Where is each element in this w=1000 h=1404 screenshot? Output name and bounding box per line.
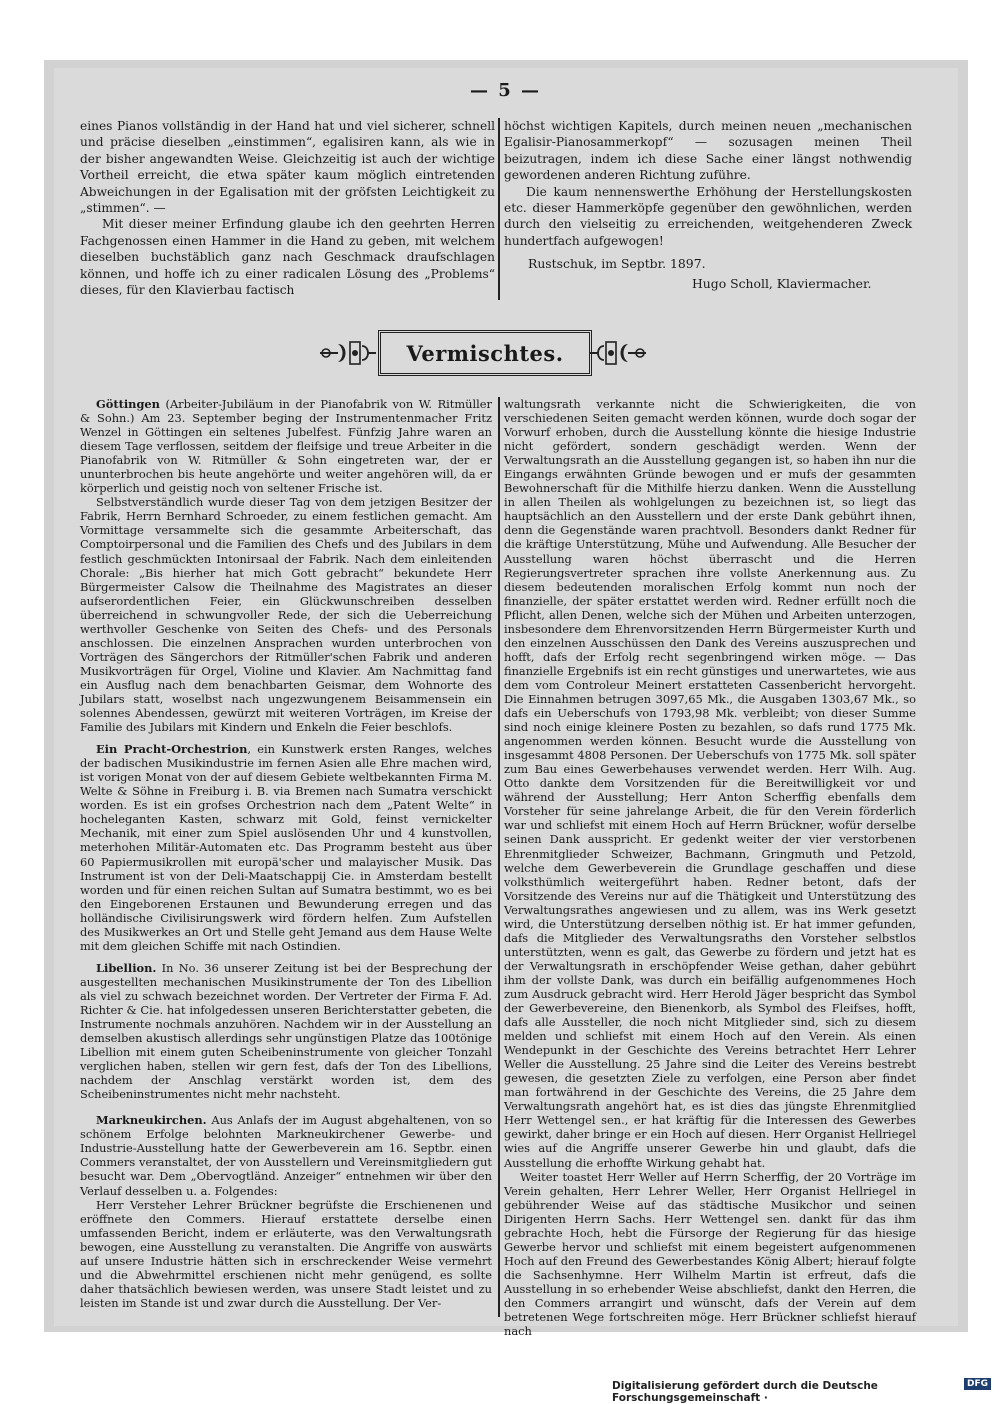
article-text: Herr Versteher Lehrer Brückner begrüfste die Erschienenen und eröffnete den Commers. Hierauf erstattete derselbe einen umfassenden Bericht, indem er erläuterte, was den Verwaltungsrath bewogen, eine Ausstellung zu veranstalten. Die Angriffe von auswärts auf unsere Industrie hätten sich in erschreckender Weise vermehrt und die Abwehrmittel erschienen nicht mehr genügend, es sollte daher thatsächlich bewiesen werden, was unsere Stadt leistet und zu leisten im Stande ist und zwar durch die Ausstellung. Der Ver- bbox=[80, 1197, 492, 1310]
article-text: In No. 36 unserer Zeitung ist bei der Besprechung der ausgestellten mechanischen Musikinstrumente der Ton des Libellion als viel zu schwach bezeichnet worden. Der Vertreter der Firma F. Ad. Richter & Cie. hat infolgedessen unseren Berichterstatter gebeten, die Instrumente nochmals anzuhören. Nachdem wir in der Ausstellung an demselben akustisch allerdings sehr ungünstigen Platze das 100tönige Libellion mit einem guten Scheibeninstrumente von gleicher Tonzahl verglichen haben, stellen wir gern fest, dafs der Ton des Libellions, nachdem der Anschlag verstärkt worden ist, dem des Scheibeninstrumentes nicht mehr nachsteht. bbox=[80, 960, 492, 1102]
right-ornament-icon bbox=[590, 340, 648, 366]
article-text: Selbstverständlich wurde dieser Tag von dem jetzigen Besitzer der Fabrik, Herrn Bernhard Schroeder, zu einem festlichen gemacht. Am Vormittage versammelte sich die gesammte Arbeiterschaft, das Comptoirpersonal und die Familien des Chefs und des Jubilars in dem festlich geschmückten Intonirsaal der Fabrik. Nach dem einleitenden Chorale: „Bis hierher hat mich Gott gebracht“ bekundete Herr Bürgermeister Calsow die Theilnahme des Magistrates an dieser aufserordentlichen Feier, ein Glückwunschreiben desselben überreichend in schwungvoller Rede, der sich die Ueberreichung werthvoller Geschenke von Seiten des Chefs- und des Personals anschlossen. Die einzelnen Ansprachen wurden unterbrochen von Vorträgen des Sängerchors der Ritmüller'schen Fabrik und anderen Musikvorträgen für Orgel, Violine und Klavier. Am Nachmittag fand ein Ausflug nach dem benachbarten Geismar, dem Wohnorte des Jubilars statt, woselbst nach ungezwungenem Beisammensein ein solennes Abendessen, gewürzt mit weiteren Vorträgen, im Kreise der Familie des Jubilars mit Kindern und Enkeln die Feier beschlofs. bbox=[80, 495, 492, 735]
article-lead: Ein Pracht-Orchestrion bbox=[96, 742, 248, 757]
article-text: (Arbeiter-Jubiläum in der Pianofabrik von W. Ritmüller & Sohn.) Am 23. September beging der Instrumentenmacher Fritz Wenzel in Göttingen ein seltenes Jubelfest. Fünfzig Jahre waren an diesem Tage verflossen, seitdem der fleifsige und treue Arbeiter in die Pianofabrik von W. Ritmüller & Sohn eingetreten war, der er ununterbrochen bis heute angehörte und weiter angehören will, da er körperlich und geistig noch von seltener Frische ist. bbox=[80, 397, 492, 496]
section-title: Vermischtes. bbox=[406, 340, 564, 366]
article-lead: Markneukirchen. bbox=[96, 1113, 207, 1128]
section-banner bbox=[318, 330, 648, 380]
article-left-column bbox=[80, 397, 492, 1310]
paragraph: höchst wichtigen Kapitels, durch meinen neuen „mechanischen Egalisir-Pianosammerkopf“ — sozusagen meinen Theil beizutragen, indem ich diese Sache einer längst nothwendig gewordenen anderen Richtung zuführe. bbox=[504, 119, 912, 183]
place-date: Rustschuk, im Septbr. 1897. bbox=[528, 256, 706, 271]
article-right-column bbox=[504, 397, 916, 1338]
paragraph: eines Pianos vollständig in der Hand hat und viel sicherer, schnell und präcise dieselben „einstimmen“, egalisiren kann, als wie in der bisher angewandten Weise. Gleichzeitig ist auch der wichtige Vortheil erreicht, die etwa später kaum möglich eintretenden Abweichungen in der Egalisation mit der gröfsten Leichtigkeit zu „stimmen“. — bbox=[80, 119, 495, 216]
author-signature: Hugo Scholl, Klaviermacher. bbox=[692, 276, 872, 291]
article-libellion bbox=[80, 961, 492, 1101]
paragraph: waltungsrath verkannte nicht die Schwierigkeiten, die von verschiedenen Seiten gemacht werden können, wurde doch sogar der Vorwurf erhoben, durch die Ausstellung könnte die hiesige Industrie nicht gefördert, sondern geschädigt werden. Wenn der Verwaltungsrath an die Ausstellung gegangen ist, so haben ihn nur die Eingangs erwähnten Gründe bewogen und er mufs der gesammten Bewohnerschaft für die Mithilfe hierzu danken. Wenn die Ausstellung in allen Theilen als wohlgelungen zu bezeichnen ist, so liegt das hauptsächlich an den Ausstellern und der erste Dank gebührt ihnen, denn die Gegenstände waren prachtvoll. Besonders dankt Redner für die kräftige Unterstützung, Mühe und Aufwendung. Alle Besucher der Ausstellung waren höchst überrascht und die Herren Regierungsvertreter sprachen ihre vollste Anerkennung aus. Zu diesem bedeutenden moralischen Erfolg kommt nun noch der finanzielle, der später erstattet werden wird. Redner erfüllt noch die Pflicht, allen Denen, welche sich der Mühen und Arbeiten unterzogen, insbesondere dem Ehrenvorsitzenden Herrn Bürgermeister Kurth und den einzelnen Ausschüssen den Dank des Vereins auszusprechen und hofft, dafs der Erfolg recht segenbringend wirken möge. — Das finanzielle Ergebnifs ist ein recht günstiges und unerwartetes, wie aus dem vom Controleur Meinert erstatteten Cassenbericht hervorgeht. Die Einnahmen betrugen 3097,65 Mk., die Ausgaben 1303,67 Mk., so dafs ein Ueberschufs von 1793,98 Mk. verbleibt; von dieser Summe sind noch einige kleinere Posten zu bezahlen, so dafs rund 1775 Mk. angenommen werden können. Besucht wurde die Ausstellung von insgesammt 4808 Personen. Der Ueberschufs von 1775 Mk. soll später zum Bau eines Gewerbehauses verwendet werden. Herr Wilh. Aug. Otto dankte dem Vorsitzenden für die Bereitwilligkeit vor und während der Ausstellung; Herr Anton Scherffig ebenfalls dem Vorsteher für seine jahrelange Arbeit, die für den Verein förderlich war und schliefst mit einem Hoch auf Herrn Brückner, wofür derselbe seinen Dank ausspricht. Er gedenkt weiter der vier verstorbenen Ehrenmitglieder Schweizer, Bachmann, Gringmuth und Petzold, welche dem Gewerbeverein die Grundlage geschaffen und diese volksthümlich weitergeführt haben. Redner betont, dafs der Vorsitzende des Vereins nur auf die Thätigkeit und Unterstützung des Verwaltungsrathes angewiesen und zu allem, was ins Werk gesetzt wird, die Unterstützung derselben nöthig ist. Er hat immer gefunden, dafs die Mitglieder des Verwaltungsraths den Vorsteher selbstlos unterstützten, wenn es galt, das Gewerbe zu fördern und jetzt hat es der Verwaltungsrath in erschöpfender Weise gethan, daher gebührt ihm der vollste Dank, was durch ein beifällig aufgenommenes Hoch zum Ausdruck gebracht wird. Herr Herold Jäger bespricht das Symbol der Gewerbevereine, den Bienenkorb, als Symbol des Fleifses, hofft, dafs alle Aussteller, die noch nicht Mitglieder sind, sich zu diesem melden und schliefst mit einem Hoch auf den Verein. Als einen Wendepunkt in der Geschichte des Vereins betrachtet Herr Lehrer Weller die Ausstellung. 25 Jahre sind die Leiter des Vereins bestrebt gewesen, die gesetzten Ziele zu verfolgen, eine Person aber findet man fortwährend in der Geschichte des Vereins, die 25 Jahre dem Verwaltungsrath angehört hat, es ist dies das jüngste Ehrenmitglied Herr Wettengel sen., er hat kräftig für die Interessen des Gewerbes gewirkt, daher bringe er ein Hoch auf diesen. Herr Organist Hellriegel wies auf die Angriffe unserer Gewerbe hin und glaubt, dafs die Ausstellung die erhoffte Wirkung gehabt hat. bbox=[504, 397, 916, 1170]
paragraph bbox=[80, 495, 492, 734]
paragraph: Mit dieser meiner Erfindung glaube ich den geehrten Herren Fachgenossen einen Hammer in die Hand zu geben, mit welchem dieselben buchstäblich ganz nach Geschmack draufschlagen können, und hoffe ich zu einer radicalen Lösung des „Problems“ dieses, für den Klavierbau factisch bbox=[80, 217, 495, 298]
column-divider bbox=[498, 397, 500, 1317]
paragraph: Weiter toastet Herr Weller auf Herrn Scherffig, der 20 Vorträge im Verein gehalten, Herr Lehrer Weller, Herr Organist Hellriegel in gebührender Weise auf das städtische Musikchor und seinen Dirigenten Herrn Sachs. Herr Wettengel sen. dankt für das ihm gebrachte Hoch, hebt die Fürsorge der Regierung für das hiesige Gewerbe hervor und schliefst mit einem begeistert aufgenommenen Hoch auf den Freund des Gewerbestandes König Albert; hierauf folgte die Sachsenhymne. Herr Wilhelm Martin ist erfreut, dafs die Ausstellung in so erhebender Weise abschliefst, dankt den Herren, die den Commers arrangirt und wünscht, dafs der Verein auf dem betretenen Wege fortschreiten möge. Herr Brückner schliefst hierauf nach bbox=[504, 1169, 916, 1339]
page-number: — 5 — bbox=[470, 80, 542, 101]
column-divider bbox=[498, 118, 500, 300]
section-title-box bbox=[378, 330, 592, 376]
article-goettingen bbox=[80, 397, 492, 495]
left-ornament-icon bbox=[318, 340, 376, 366]
dfg-logo: DFG bbox=[964, 1378, 991, 1390]
article-text: , ein Kunstwerk ersten Ranges, welches der badischen Musikindustrie im fernen Asien alle Ehre machen wird, ist vorigen Monat von der auf diesem Gebiete weltbekannten Firma M. Welte & Söhne in Freiburg i. B. via Bremen nach Sumatra verschickt worden. Es ist ein grofses Orchestrion nach dem „Patent Welte“ in hocheleganten Kasten, schwarz mit Gold, feinst vernickelter Mechanik, mit einer zum Spiel auslösenden Uhr und 4 kunstvollen, meterhohen Militär-Automaten etc. Das Programm besteht aus über 60 Papiermusikrollen mit europä'scher und malayischer Musik. Das Instrument ist von der Deli-Maatschappij Cie. in Amsterdam bestellt worden und für einen reichen Sultan auf Sumatra bestimmt, wo es bei den Eingeborenen Erstaunen und Bewunderung erregen und das holländische Civilisirungswerk wird fördern helfen. Zum Aufstellen des Musikwerkes an Ort und Stelle geht Jemand aus dem Hause Welte mit dem gleichen Schiffe mit nach Ostindien. bbox=[80, 742, 492, 953]
top-left-column bbox=[80, 118, 495, 298]
article-markneukirchen bbox=[80, 1113, 492, 1197]
article-text: Aus Anlafs der im August abgehaltenen, von so schönem Erfolge belohnten Markneukirchener Gewerbe- und Industrie-Ausstellung hatte der Gewerbeverein am 16. Septbr. einen Commers veranstaltet, der von Ausstellern und Vereinsmitgliedern gut besucht war. Dem „Obervogtländ. Anzeiger“ entnehmen wir über den Verlauf desselben u. a. Folgendes: bbox=[80, 1113, 492, 1198]
top-right-column bbox=[504, 118, 912, 249]
article-lead: Libellion. bbox=[96, 960, 157, 975]
paragraph: Die kaum nennenswerthe Erhöhung der Herstellungskosten etc. dieser Hammerköpfe gegenüber den gewöhnlichen, werden durch den vielseitig zu erreichenden, weitgehenderen Zweck hundertfach aufgewogen! bbox=[504, 184, 912, 248]
digitization-credit: Digitalisierung gefördert durch die Deutsche Forschungsgemeinschaft · bbox=[612, 1380, 878, 1404]
paragraph bbox=[80, 1198, 492, 1310]
article-orchestrion bbox=[80, 742, 492, 953]
article-lead: Göttingen bbox=[96, 397, 160, 411]
